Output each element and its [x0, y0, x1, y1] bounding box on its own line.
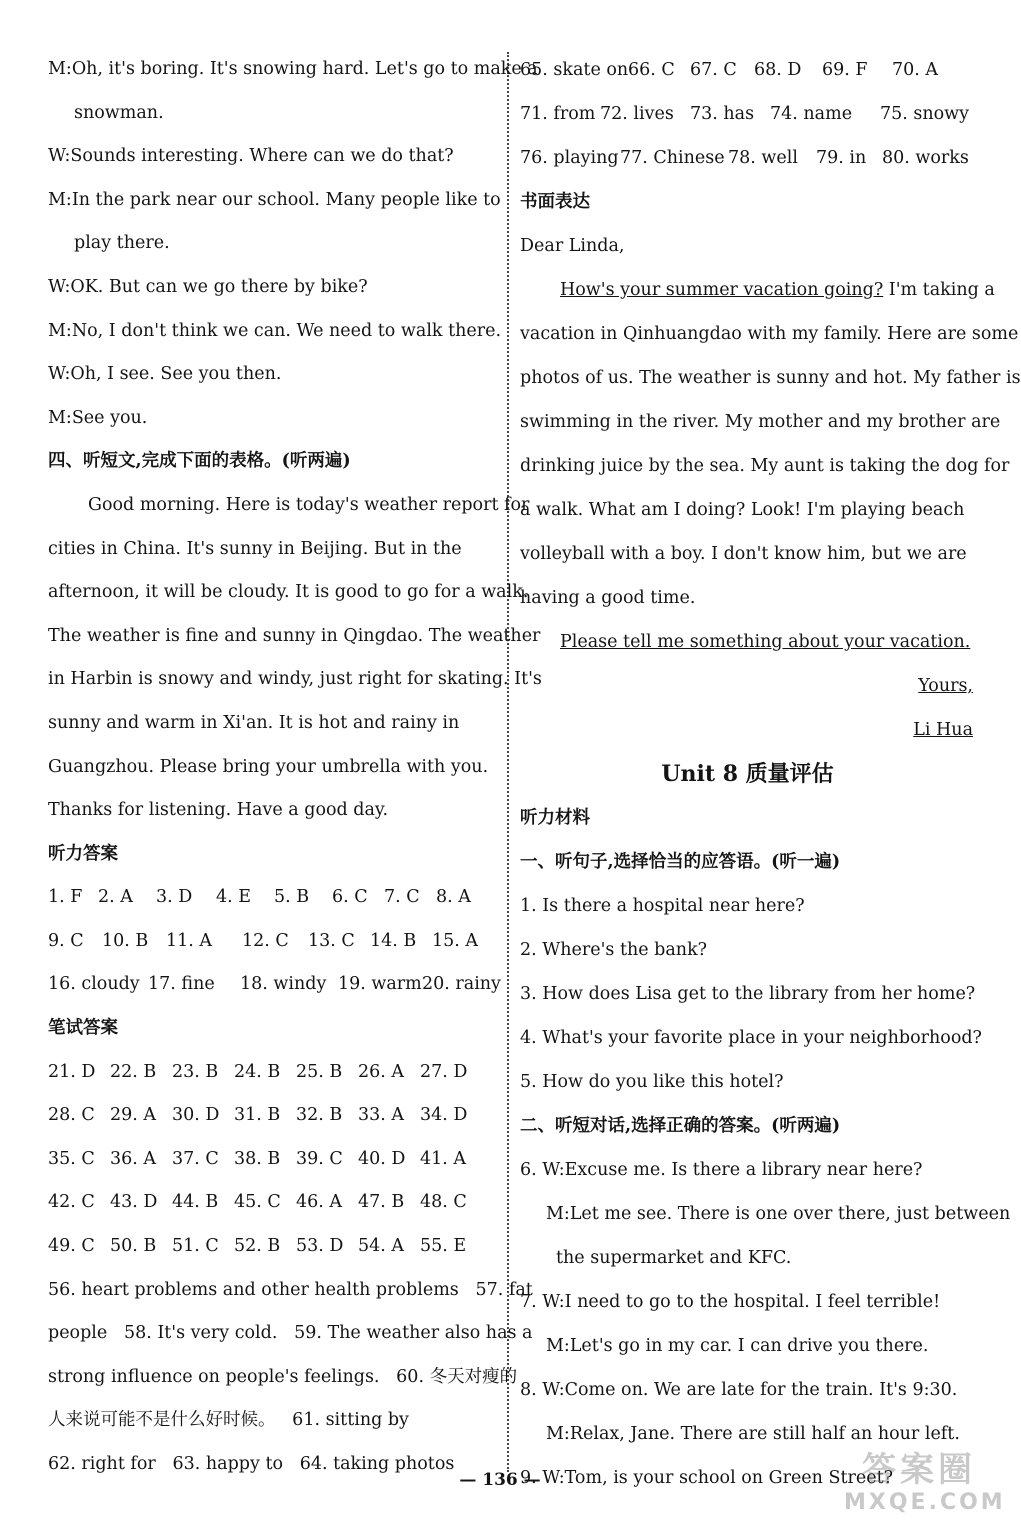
written-answers-title: 笔试答案: [48, 1018, 118, 1039]
answer-item: 15. A: [432, 930, 479, 951]
answer-item: 79. in: [816, 148, 867, 168]
letter-line: [520, 620, 975, 664]
letter-name: Li Hua: [913, 720, 973, 740]
answer-item: 23. B: [172, 1061, 219, 1082]
passage-line: afternoon, it will be cloudy. It is good to go for a walk.: [48, 582, 529, 603]
answer-item: 72. lives: [600, 104, 674, 124]
answer-row: [48, 1094, 496, 1138]
answer-item: 65. skate on: [520, 60, 629, 80]
watermark-bottom: MXQE.COM: [844, 1490, 1006, 1515]
answer-item: 49. C: [48, 1236, 95, 1257]
answer-item: 69. F: [822, 60, 868, 80]
letter-closing: Please tell me something about your vacation.: [560, 632, 971, 652]
answer-item: 6. C: [332, 887, 368, 908]
answer-item: 68. D: [754, 60, 802, 80]
answer-item: 28. C: [48, 1105, 95, 1126]
answer-item: 9. C: [48, 930, 84, 951]
letter-line: [520, 268, 995, 312]
answer-item: 55. E: [420, 1236, 467, 1257]
letter-signature: [520, 708, 975, 752]
answer-item: 38. B: [234, 1148, 281, 1169]
answer-item: 14. B: [370, 930, 417, 951]
answer-item: 37. C: [172, 1148, 219, 1169]
dialog-line: 6. W:Excuse me. Is there a library near here?: [520, 1160, 923, 1180]
section-heading: 四、听短文,完成下面的表格。(听两遍): [48, 451, 351, 472]
right-column: [520, 48, 1021, 1500]
answer-item: 3. D: [156, 887, 193, 908]
letter-line: photos of us. The weather is sunny and hot. My father is: [520, 368, 1021, 388]
answer-item: 40. D: [358, 1148, 406, 1169]
letter-line: drinking juice by the sea. My aunt is taking the dog for: [520, 456, 1010, 476]
letter-opening: How's your summer vacation going?: [560, 280, 884, 300]
unit-title: Unit 8 质量评估: [661, 761, 834, 787]
answer-item: 10. B: [102, 930, 149, 951]
writing-title: 书面表达: [520, 192, 590, 212]
letter-line: swimming in the river. My mother and my brother are: [520, 412, 1001, 432]
dialog-line: M:See you.: [48, 407, 148, 428]
answer-item: 71. from: [520, 104, 596, 124]
answer-row: [520, 48, 975, 92]
question-line: 4. What's your favorite place in your neighborhood?: [520, 1028, 982, 1048]
passage-line: sunny and warm in Xi'an. It is hot and rainy in: [48, 712, 460, 733]
answer-item: 8. A: [436, 887, 471, 908]
answer-item: 29. A: [110, 1105, 157, 1126]
question-line: 5. How do you like this hotel?: [520, 1072, 784, 1092]
answer-item: 67. C: [690, 60, 737, 80]
answer-row: [520, 92, 975, 136]
page-number: — 136 —: [459, 1470, 541, 1490]
answer-item: 41. A: [420, 1148, 467, 1169]
answer-item: 42. C: [48, 1192, 95, 1213]
listening-material-title: 听力材料: [520, 808, 590, 828]
dialog-line: M:Let's go in my car. I can drive you there.: [546, 1336, 929, 1356]
answer-item: 52. B: [234, 1236, 281, 1257]
answer-item: 78. well: [728, 148, 798, 168]
dialog-line: W:Oh, I see. See you then.: [48, 364, 282, 385]
answer-item: 2. A: [98, 887, 133, 908]
answer-item: 76. playing: [520, 148, 619, 168]
answer-text-line: 人来说可能不是什么好时候。 61. sitting by: [48, 1410, 409, 1431]
watermark-top: 答案圈: [862, 1450, 976, 1490]
passage-line: Guangzhou. Please bring your umbrella with you.: [48, 756, 489, 777]
answer-text-line: strong influence on people's feelings. 60. 冬天对瘦的: [48, 1366, 518, 1387]
question-line: 3. How does Lisa get to the library from her home?: [520, 984, 976, 1004]
answer-item: 54. A: [358, 1236, 405, 1257]
dialog-line: 9. W:Tom, is your school on Green Street?: [520, 1468, 894, 1488]
answer-item: 47. B: [358, 1192, 405, 1213]
letter-line: a walk. What am I doing? Look! I'm playing beach: [520, 500, 965, 520]
answer-item: 66. C: [628, 60, 675, 80]
answer-item: 43. D: [110, 1192, 158, 1213]
answer-item: 46. A: [296, 1192, 343, 1213]
answer-item: 44. B: [172, 1192, 219, 1213]
answer-item: 70. A: [892, 60, 939, 80]
dialog-line: M:In the park near our school. Many people like to: [48, 189, 501, 210]
dialog-line: snowman.: [74, 102, 164, 123]
answer-item: 16. cloudy: [48, 974, 140, 995]
answer-item: 73. has: [690, 104, 755, 124]
answer-text-line: 56. heart problems and other health problems 57. fat: [48, 1279, 533, 1300]
answer-item: 77. Chinese: [620, 148, 725, 168]
answer-item: 26. A: [358, 1061, 405, 1082]
dialog-line: M:Relax, Jane. There are still half an hour left.: [546, 1424, 960, 1444]
question-line: 1. Is there a hospital near here?: [520, 896, 805, 916]
passage-line: cities in China. It's sunny in Beijing. But in the: [48, 538, 462, 559]
section-heading: 一、听句子,选择恰当的应答语。(听一遍): [520, 852, 841, 872]
dialog-line: W:OK. But can we go there by bike?: [48, 276, 368, 297]
answer-row: [48, 1181, 496, 1225]
dialog-line: W:Sounds interesting. Where can we do that?: [48, 146, 454, 167]
answer-item: 11. A: [166, 930, 213, 951]
letter-line: volleyball with a boy. I don't know him, but we are: [520, 544, 967, 564]
answer-text-line: 62. right for 63. happy to 64. taking photos: [48, 1454, 455, 1474]
column-divider: [507, 52, 509, 1472]
section-heading: 二、听短对话,选择正确的答案。(听两遍): [520, 1116, 841, 1136]
dialog-line: play there.: [74, 233, 170, 254]
answer-item: 12. C: [242, 930, 289, 951]
answer-text-line: people 58. It's very cold. 59. The weather also has a: [48, 1323, 533, 1344]
listening-answers-title: 听力答案: [48, 843, 118, 864]
passage-line: Good morning. Here is today's weather report for: [88, 494, 530, 515]
dialog-line: M:Let me see. There is one over there, just between: [546, 1204, 1011, 1224]
dialog-line: the supermarket and KFC.: [556, 1248, 792, 1268]
answer-row: [48, 876, 496, 920]
answer-item: 21. D: [48, 1061, 96, 1082]
answer-item: 75. snowy: [880, 104, 970, 124]
letter-line: having a good time.: [520, 588, 696, 608]
answer-row: [520, 136, 975, 180]
answer-item: 53. D: [296, 1236, 344, 1257]
answer-item: 33. A: [358, 1105, 405, 1126]
dialog-line: 7. W:I need to go to the hospital. I feel terrible!: [520, 1292, 941, 1312]
letter-line: vacation in Qinhuangdao with my family. Here are some: [520, 324, 1019, 344]
answer-item: 19. warm: [338, 974, 422, 995]
answer-item: 25. B: [296, 1061, 343, 1082]
answer-item: 20. rainy: [422, 974, 501, 995]
answer-row: [48, 920, 496, 964]
answer-item: 74. name: [770, 104, 853, 124]
letter-text: I'm taking a: [883, 280, 995, 300]
answer-item: 50. B: [110, 1236, 157, 1257]
answer-item: 27. D: [420, 1061, 468, 1082]
answer-item: 80. works: [882, 148, 969, 168]
answer-item: 36. A: [110, 1148, 157, 1169]
answer-item: 24. B: [234, 1061, 281, 1082]
dialog-line: M:Oh, it's boring. It's snowing hard. Let's go to make a: [48, 59, 538, 79]
answer-item: 7. C: [384, 887, 420, 908]
answer-item: 31. B: [234, 1105, 281, 1126]
passage-line: in Harbin is snowy and windy, just right for skating. It's: [48, 669, 542, 690]
answer-item: 4. E: [216, 887, 252, 908]
answer-row: [48, 1051, 496, 1095]
answer-row: [48, 963, 501, 1007]
answer-item: 5. B: [274, 887, 310, 908]
answer-item: 22. B: [110, 1061, 157, 1082]
letter-greeting: Dear Linda,: [520, 236, 625, 256]
answer-row: [48, 1225, 496, 1269]
watermark-logo: [844, 1450, 1006, 1520]
answer-item: 18. windy: [240, 974, 327, 995]
dialog-line: M:No, I don't think we can. We need to walk there.: [48, 320, 502, 341]
letter-yours: [520, 664, 975, 708]
question-line: 2. Where's the bank?: [520, 940, 708, 960]
answer-item: 39. C: [296, 1148, 343, 1169]
dialog-line: 8. W:Come on. We are late for the train. It's 9:30.: [520, 1380, 958, 1400]
answer-item: 30. D: [172, 1105, 220, 1126]
answer-item: 48. C: [420, 1192, 467, 1213]
answer-item: 34. D: [420, 1105, 468, 1126]
answer-item: 51. C: [172, 1236, 219, 1257]
passage-line: Thanks for listening. Have a good day.: [48, 800, 389, 821]
answer-item: 17. fine: [148, 974, 215, 995]
answer-item: 32. B: [296, 1105, 343, 1126]
answer-item: 45. C: [234, 1192, 281, 1213]
answer-row: [48, 1138, 496, 1182]
answer-item: 13. C: [308, 930, 355, 951]
answer-item: 1. F: [48, 887, 83, 908]
letter-yours-text: Yours,: [918, 676, 973, 696]
passage-line: The weather is fine and sunny in Qingdao. The weather: [48, 625, 541, 646]
answer-item: 35. C: [48, 1148, 95, 1169]
